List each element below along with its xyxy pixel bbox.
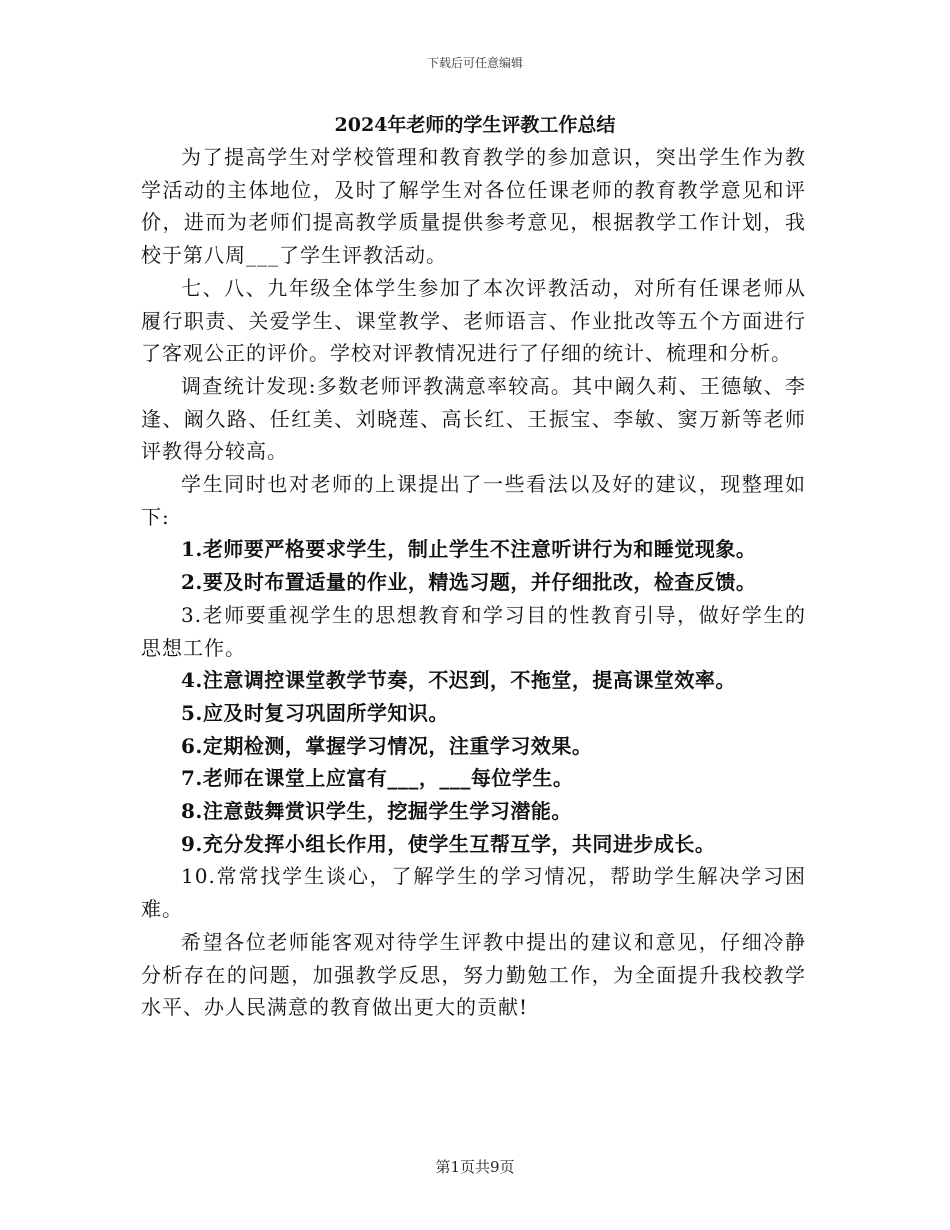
page-number: 第1页共9页 bbox=[435, 1158, 515, 1176]
paragraph-conclusion: 希望各位老师能客观对待学生评教中提出的建议和意见，仔细冷静分析存在的问题，加强教学反思，努力勤勉工作，为全面提升我校教学水平、办人民满意的教育做出更大的贡献! bbox=[141, 929, 806, 1020]
suggestion-item-4: 4.注意调控课堂教学节奏，不迟到，不拖堂，提高课堂效率。 bbox=[181, 668, 736, 693]
paragraph-suggestions-intro: 学生同时也对老师的上课提出了一些看法以及好的建议，现整理如下: bbox=[141, 472, 806, 529]
paragraph-findings: 调查统计发现:多数老师评教满意率较高。其中阚久莉、王德敏、李逢、阚久路、任红美、刘晓莲、高长红、王振宝、李敏、窦万新等老师评教得分较高。 bbox=[141, 373, 806, 464]
suggestion-item-9: 9.充分发挥小组长作用，使学生互帮互学，共同进步成长。 bbox=[181, 831, 716, 856]
header-note: 下载后可任意编辑 bbox=[426, 56, 523, 70]
document-body bbox=[141, 141, 806, 1024]
paragraph-participants: 七、八、九年级全体学生参加了本次评教活动，对所有任课老师从履行职责、关爱学生、课堂教学、老师语言、作业批改等五个方面进行了客观公正的评价。学校对评教情况进行了仔细的统计、梳理和分析。 bbox=[141, 275, 806, 366]
paragraph-intro: 为了提高学生对学校管理和教育教学的参加意识，突出学生作为教学活动的主体地位，及时了解学生对各位任课老师的教育教学意见和评价，进而为老师们提高教学质量提供参考意见，根据教学工作计划，我校于第八周___了学生评教活动。 bbox=[141, 145, 806, 268]
suggestion-item-1: 1.老师要严格要求学生，制止学生不注意听讲行为和睡觉现象。 bbox=[181, 537, 757, 562]
suggestion-item-8: 8.注意鼓舞赏识学生，挖掘学生学习潜能。 bbox=[181, 799, 572, 824]
suggestion-item-10: 10.常常找学生谈心，了解学生的学习情况，帮助学生解决学习困难。 bbox=[141, 864, 806, 922]
suggestion-item-7: 7.老师在课堂上应富有___，___每位学生。 bbox=[181, 766, 574, 791]
suggestion-item-5: 5.应及时复习巩固所学知识。 bbox=[181, 700, 449, 725]
suggestion-item-2: 2.要及时布置适量的作业，精选习题，并仔细批改，检查反馈。 bbox=[181, 570, 757, 595]
suggestion-item-3: 3.老师要重视学生的思想教育和学习目的性教育引导，做好学生的思想工作。 bbox=[141, 602, 806, 660]
document-title: 2024年老师的学生评教工作总结 bbox=[334, 114, 616, 136]
suggestion-item-6: 6.定期检测，掌握学习情况，注重学习效果。 bbox=[181, 733, 593, 758]
